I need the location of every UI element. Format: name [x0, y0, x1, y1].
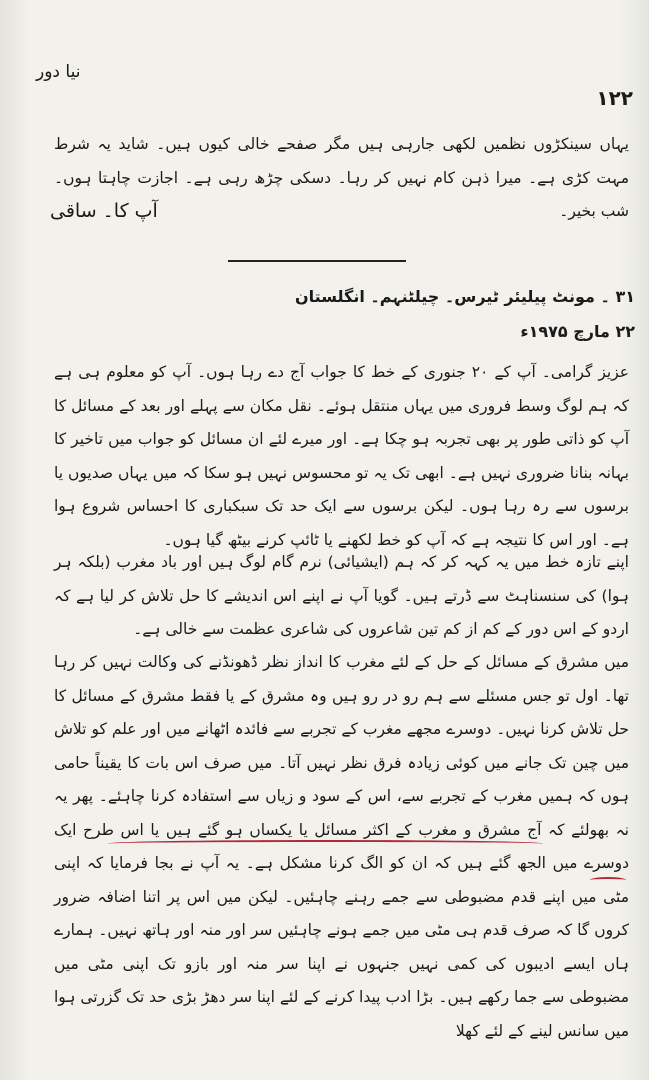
handwritten-underline	[108, 840, 543, 847]
page-number: ۱۲۲	[596, 86, 633, 110]
body-paragraph-1: عزیز گرامی۔ آپ کے ۲۰ جنوری کے خط کا جواب آج دے رہا ہوں۔ آپ کو معلوم ہی ہے کہ ہم لوگ وسط فروری میں یہاں منتقل ہوئے۔ نقل مکان سے پہلے اور بعد کے مسائل کا آپ کو ذاتی طور پر بھی تجربہ ہو چکا ہے۔ اور میرے لئے ان مسائل کو جواب میں تاخیر کا بہانہ بنانا ضروری نہیں ہے۔ ابھی تک یہ تو محسوس نہیں ہو سکا کہ میں یہاں صدیوں یا برسوں سے رہ رہا ہوں۔ لیکن برسوں سے ایک حد تک سبکباری کا احساس شروع ہوا ہے۔ اور اس کا نتیجہ ہے کہ آپ کو خط لکھنے یا ٹائپ کرنے بیٹھ گیا ہوں۔	[54, 363, 630, 549]
running-title: نیا دور	[36, 62, 81, 82]
letter-date: ۲۲ مارچ ۱۹۷۵ء	[520, 322, 635, 341]
body-paragraph-3: میں مشرق کے مسائل کے حل کے لئے مغرب کا انداز نظر ڈھونڈنے کی وکالت نہیں کر رہا تھا۔ اول تو جس مسئلے سے ہم رو در رو ہیں وہ مشرق کے یا فقط مشرق کے مسائل کا حل تلاش کرنا نہیں۔ دوسرے مجھے مغرب کے تجربے سے فائدہ اٹھانے میں اور علم کو تلاش میں چین تک جانے میں کوئی زیادہ فرق نظر نہیں آتا۔ میں صرف اس بات کا یقیناً حامی ہوں کہ ہمیں مغرب کے تجربے سے، اس کے سود و زیاں سے استفادہ کرنا چاہئے۔ پھر یہ نہ بھولئے کہ آج مشرق و مغرب کے اکثر مسائل یا یکساں ہو گئے ہیں یا اس طرح ایک دوسرے میں الجھ گئے ہیں کہ ان کو الگ کرنا مشکل ہے۔ یہ آپ نے بجا فرمایا کہ اپنی مٹی میں اپنے قدم مضبوطی سے جمے رہنے چاہئیں۔ لیکن میں اس پر اتنا اضافہ ضرور کروں گا کہ صرف قدم ہی مٹی میں جمے ہونے چاہئیں سر اور منہ اور ہاتھ نہیں۔ ہمارے ہاں ایسے ادیبوں کی کمی نہیں جنہوں نے اپنا سر منہ اور بازو تک اپنی مٹی میں مضبوطی سے جما رکھے ہیں۔ بڑا ادب پیدا کرنے کے لئے اپنا سر دھڑ بڑی حد تک گزرتی ہوا میں سانس لینے کے لئے کھلا	[54, 653, 629, 1040]
letter-closing-paragraph: یہاں سینکڑوں نظمیں لکھی جارہی ہیں مگر صفحے خالی کیوں ہیں۔ شاید یہ شرط مہت کڑی ہے۔ میرا ذہن کام نہیں کر رہا۔ دسکی چڑھ رہی ہے۔ اجازت چاہتا ہوں۔ شب بخیر۔	[54, 135, 629, 220]
signature: آپ کا۔ ساقی	[50, 200, 158, 222]
sender-address: ۳۱ ۔ مونٹ پیلیئر ٹیرس۔ چیلٹنہم۔ انگلستان	[295, 287, 635, 306]
section-divider	[228, 260, 406, 262]
body-paragraph-2: اپنے تازہ خط میں یہ کہہ کر کہ ہم (ایشیائی) نرم گام لوگ ہیں اور باد مغرب (بلکہ ہر ہوا) کی سنسناہٹ سے ڈرتے ہیں۔ گویا آپ نے اپنے اس اندیشے کا حل تلاش کر لیا ہے کہ اردو کے اس دور کے کم از کم تین شاعروں کی شاعری عظمت سے خالی ہے۔	[54, 553, 629, 638]
handwritten-underline-short	[590, 877, 626, 883]
